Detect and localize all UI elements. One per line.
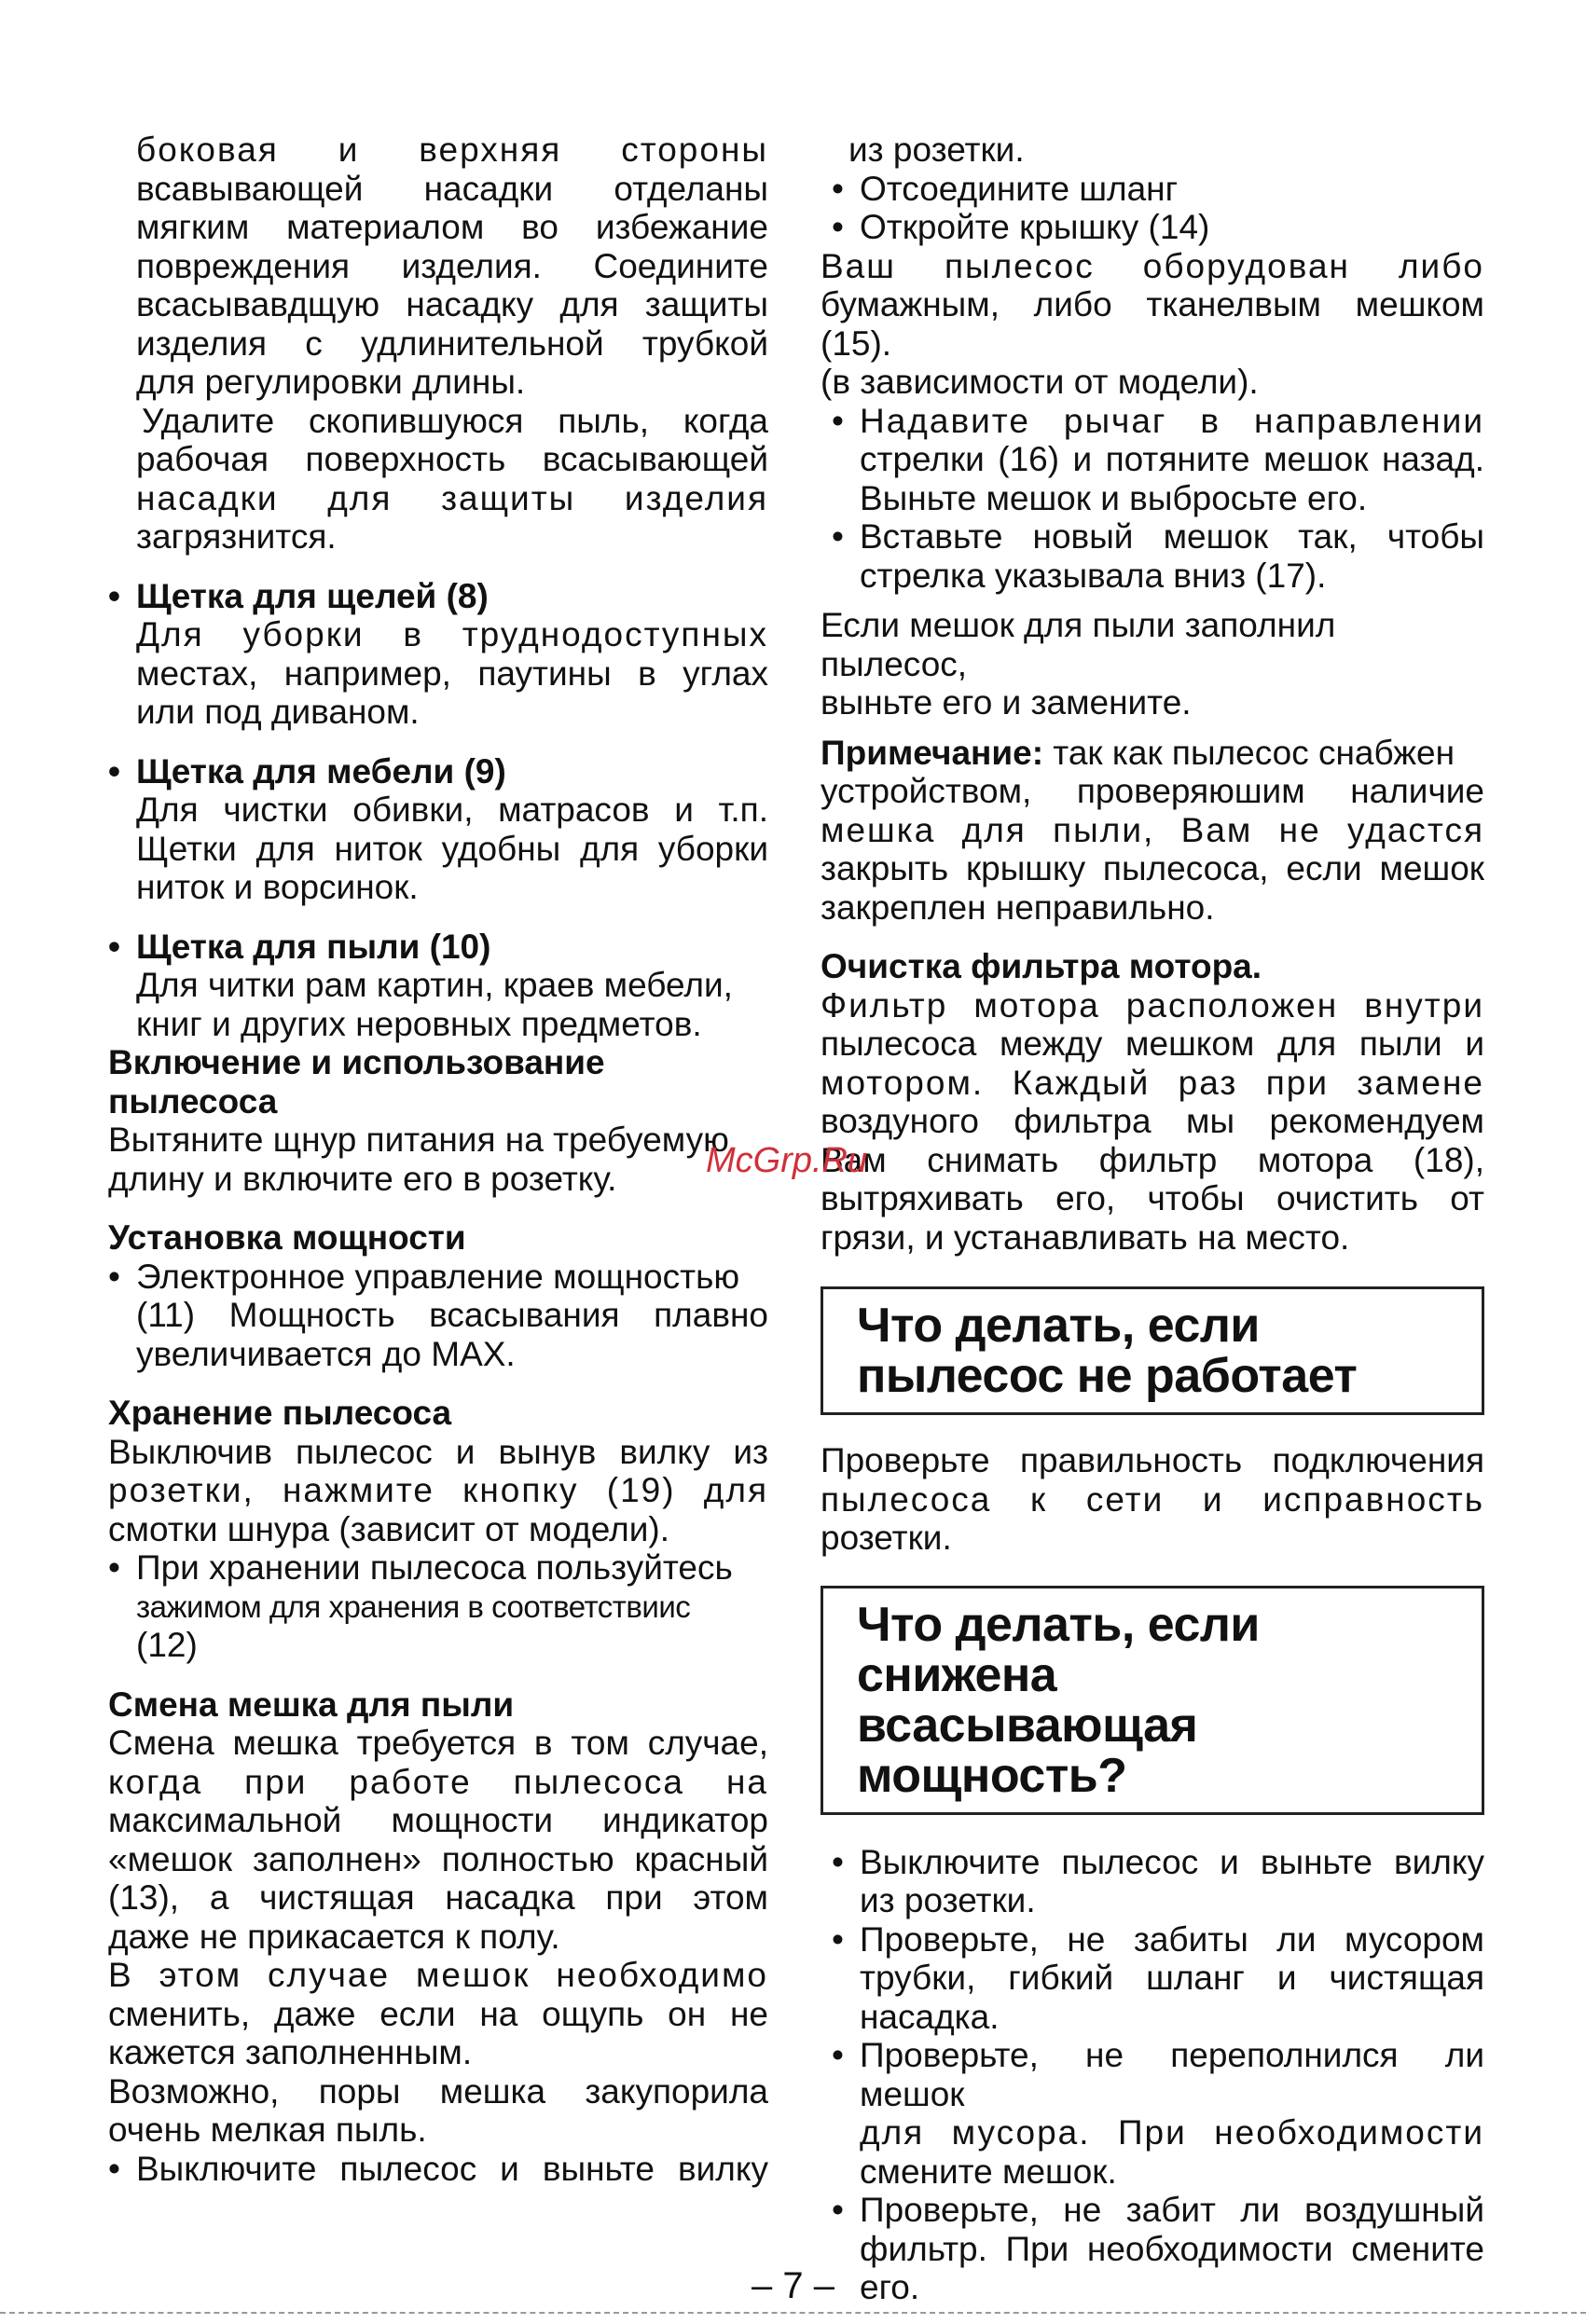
text-line: всасывавдщую насадку для защиты (136, 285, 768, 323)
lever-bullet: • Надавите рычаг в направлении стрелки (16) и потяните мешок назад. Выньте мешок и выбросьте его. (832, 401, 1484, 517)
box-title: Что делать, если снижена (857, 1597, 1260, 1702)
right-column (821, 131, 1484, 2307)
hose-bullet: • Отсоедините шланг (832, 169, 1179, 208)
power-setting-heading: Установка мощности (108, 1218, 466, 1257)
insert-bag-bullet: • Вставьте новый мешок так, чтобы стрелка указывала вниз (17). (832, 517, 1484, 595)
storage-text: Выключив пылесос и вынув вилку из розетки, нажмите кнопку (19) для смотки шнура (зависит от модели). (108, 1432, 768, 1548)
intro-paragraph (108, 131, 768, 557)
switch-on-text: Вытяните щнур питания на требуемую (108, 1121, 729, 1159)
not-working-text: Проверьте правильность подключения пылесоса к сети и исправность розетки. (821, 1441, 1484, 1557)
power-bullet: • Электронное управление мощностью (11) Мощность всасывания плавно увеличивается до MAX. (108, 1257, 768, 1373)
bag-change-heading: Смена мешка для пыли (108, 1685, 515, 1724)
text-line: для регулировки длины. (136, 363, 526, 401)
box-title: всасывающая мощность? (857, 1698, 1198, 1803)
text-line: мягким материалом во избежание (136, 208, 768, 246)
switch-on-heading: Включение и использование пылесоса (108, 1043, 605, 1121)
left-column (108, 131, 768, 2188)
lid-bullet: • Откройте крышку (14) (832, 208, 1210, 246)
box-title: пылесос не работает (857, 1349, 1358, 1403)
note-block: Примечание: так как пылесос снабжен устройством, проверяюшим наличие мешка для пыли, Вам не удастся закрыть крышку пылесоса, если мешок закреплен неправильно. (821, 733, 1484, 927)
not-working-box (821, 1286, 1484, 1415)
storage-heading: Хранение пылесоса (108, 1394, 452, 1432)
text-line: всавывающей насадки отделаны (136, 169, 768, 208)
bag-full-note: Если мешок для пыли заполнил пылесос, выньте его и замените. (821, 606, 1336, 722)
crevice-brush-heading: • Щетка для щелей (8) (108, 576, 489, 615)
reduced-suction-box (821, 1586, 1484, 1815)
box-title: Что делать, если (857, 1299, 1260, 1353)
text-line: боковая и верхняя стороны (136, 131, 768, 169)
text-line: из розетки. (848, 131, 1025, 169)
dust-brush-text: Для читки рам картин, краев мебели, книг и других неровных предметов. (136, 966, 733, 1043)
check-bullet: • Выключите пылесос и выньте вилку из розетки. (832, 1842, 1484, 1919)
note-label: Примечание: (821, 733, 1044, 772)
crevice-brush-text: Для уборки в труднодоступных местах, например, паутины в углах или под диваном. (136, 615, 768, 731)
text-line: изделия с удлинительной трубкой (136, 323, 768, 363)
switch-on-text: длину и включите его в розетку. (108, 1159, 617, 1198)
check-bullet: • Проверьте, не забит ли воздушный фильтр. При необходимости смените его. (832, 2191, 1484, 2306)
bag-change-text: Смена мешка требуется в том случае, когда при работе пылесоса на максимальной мощности индикатор «мешок заполнен» полностью красный (13), а чистящая насадка при этом даже не прикасается к полу. В этом случае мешок необходимо сменить, даже если на ощупь он не кажется заполненным. Возможно, поры мешка закупорила очень мелкая пыль. (108, 1724, 768, 2149)
motor-filter-heading: Очистка фильтра мотора. (821, 947, 1262, 985)
dust-brush-heading: • Щетка для пыли (10) (108, 927, 491, 966)
bag-type-text: Ваш пылесос оборудован либо бумажным, либо тканелвым мешком (15). (821, 246, 1484, 363)
text-line: загрязнится. (136, 517, 337, 556)
bottom-rule (0, 2312, 1586, 2314)
bag-unplug-bullet: • Выключите пылесос и выньте вилку (108, 2149, 768, 2188)
motor-filter-text: Фильтр мотора расположен внутри пылесоса между мешком для пыли и мотором. Каждый раз при замене воздуного фильтра мы рекомендуем Вам снимать фильтр мотора (18), вытряхивать его, чтобы очистить от грязи, и устанавливать на место. (821, 985, 1484, 1257)
page-number: – 7 – (752, 2265, 834, 2306)
furniture-brush-text: Для чистки обивки, матрасов и т.п. Щетки для ниток удобны для уборки ниток и ворсинок. (136, 791, 768, 906)
text-line: повреждения изделия. Соедините (136, 246, 768, 285)
watermark: McGrp.Ru (706, 1141, 868, 1180)
furniture-brush-heading: • Щетка для мебели (9) (108, 751, 506, 791)
text-line: насадки для защиты изделия (136, 478, 768, 517)
storage-bullet: • При хранении пылесоса пользуйтесь зажимом для хранения в соответствиис (12) (108, 1548, 733, 1664)
check-bullet: • Проверьте, не забиты ли мусором трубки, гибкий шланг и чистящая насадка. (832, 1919, 1484, 2036)
text-line: Удалите скопившуюся пыль, когда (142, 401, 768, 440)
text-line: рабочая поверхность всасывающей (136, 440, 768, 478)
model-note: (в зависимости от модели). (821, 363, 1259, 401)
check-bullet: • Проверьте, не переполнился ли мешок для мусора. При необходимости смените мешок. (832, 2036, 1484, 2191)
